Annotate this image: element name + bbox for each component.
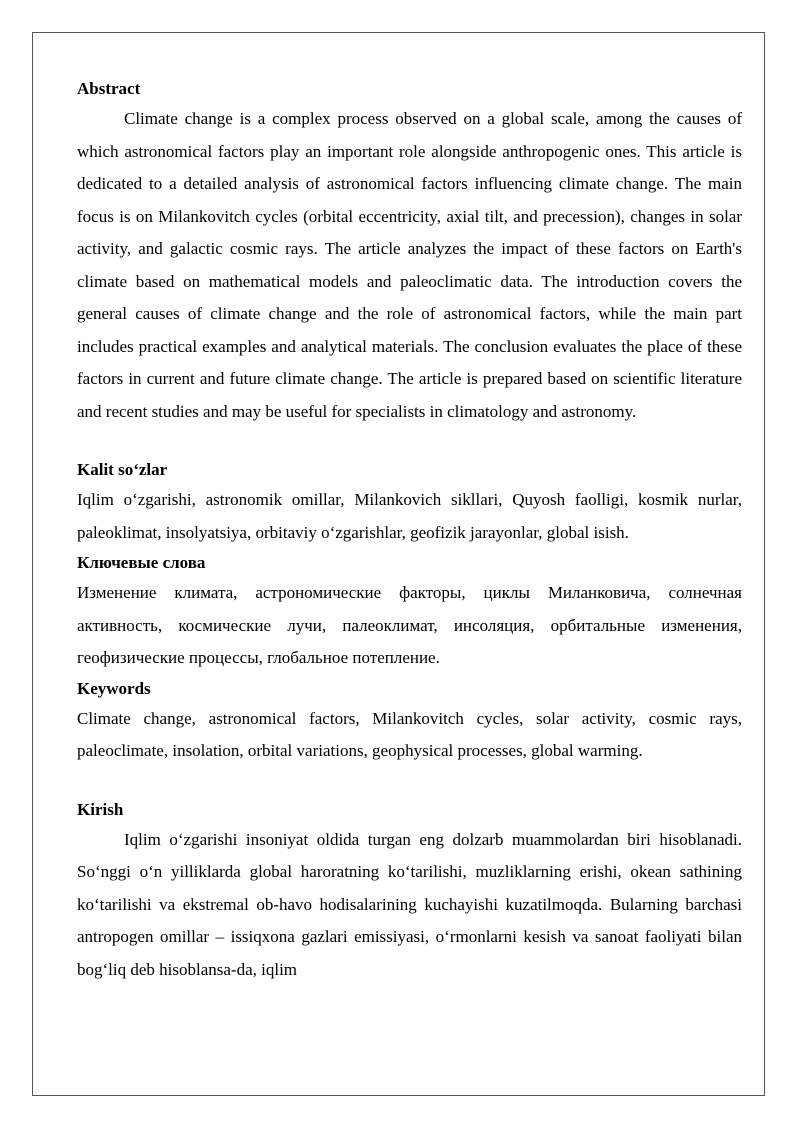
abstract-heading: Abstract	[77, 79, 141, 98]
keywords-en-text: Climate change, astronomical factors, Milankovitch cycles, solar activity, cosmic rays, paleoclimate, insolation, orbital variations, geophysical processes, global warming.	[77, 708, 742, 760]
spacer	[77, 768, 742, 796]
keywords-uz-heading: Kalit so‘zlar	[77, 460, 168, 479]
introduction-heading: Kirish	[77, 799, 124, 819]
keywords-ru-heading: Ключевые слова	[77, 553, 206, 572]
keywords-uz-text: Iqlim o‘zgarishi, astronomik omillar, Milankovich sikllari, Quyosh faolligi, kosmik nurlar, paleoklimat, insolyatsiya, orbitaviy o‘zgarishlar, geofizik jarayonlar, global isish.	[77, 490, 742, 542]
document-body	[77, 75, 742, 986]
keywords-ru-text: Изменение климата, астрономические факторы, циклы Миланковича, солнечная активность, космические лучи, палеоклимат, инсоляция, орбитальные изменения, геофизические процессы, глобальное потепление.	[77, 583, 742, 667]
abstract-text: Climate change is a complex process observed on a global scale, among the causes of which astronomical factors play an important role alongside anthropogenic ones. This article is dedicated to a detailed analysis of astronomical factors influencing climate change. The main focus is on Milankovitch cycles (orbital eccentricity, axial tilt, and precession), changes in solar activity, and galactic cosmic rays. The article analyzes the impact of these factors on Earth's climate based on mathematical models and paleoclimatic data. The introduction covers the general causes of climate change and the role of astronomical factors, while the main part includes practical examples and analytical materials. The conclusion evaluates the place of these factors in current and future climate change. The article is prepared based on scientific literature and recent studies and may be useful for specialists in climatology and astronomy.	[77, 109, 742, 421]
introduction-text: Iqlim o‘zgarishi insoniyat oldida turgan eng dolzarb muammolardan biri hisoblanadi. So‘nggi o‘n yilliklarda global haroratning ko‘tarilishi, muzliklarning erishi, okean sathining ko‘tarilishi va ekstremal ob-havo hodisalarining kuchayishi kuzatilmoqda. Bularning barchasi antropogen omillar – issiqxona gazlari emissiyasi, o‘rmonlarni kesish va sanoat faoliyati bilan bog‘liq deb hisoblansa-da, iqlim	[77, 829, 742, 979]
spacer	[77, 428, 742, 456]
keywords-en-heading: Keywords	[77, 678, 151, 698]
